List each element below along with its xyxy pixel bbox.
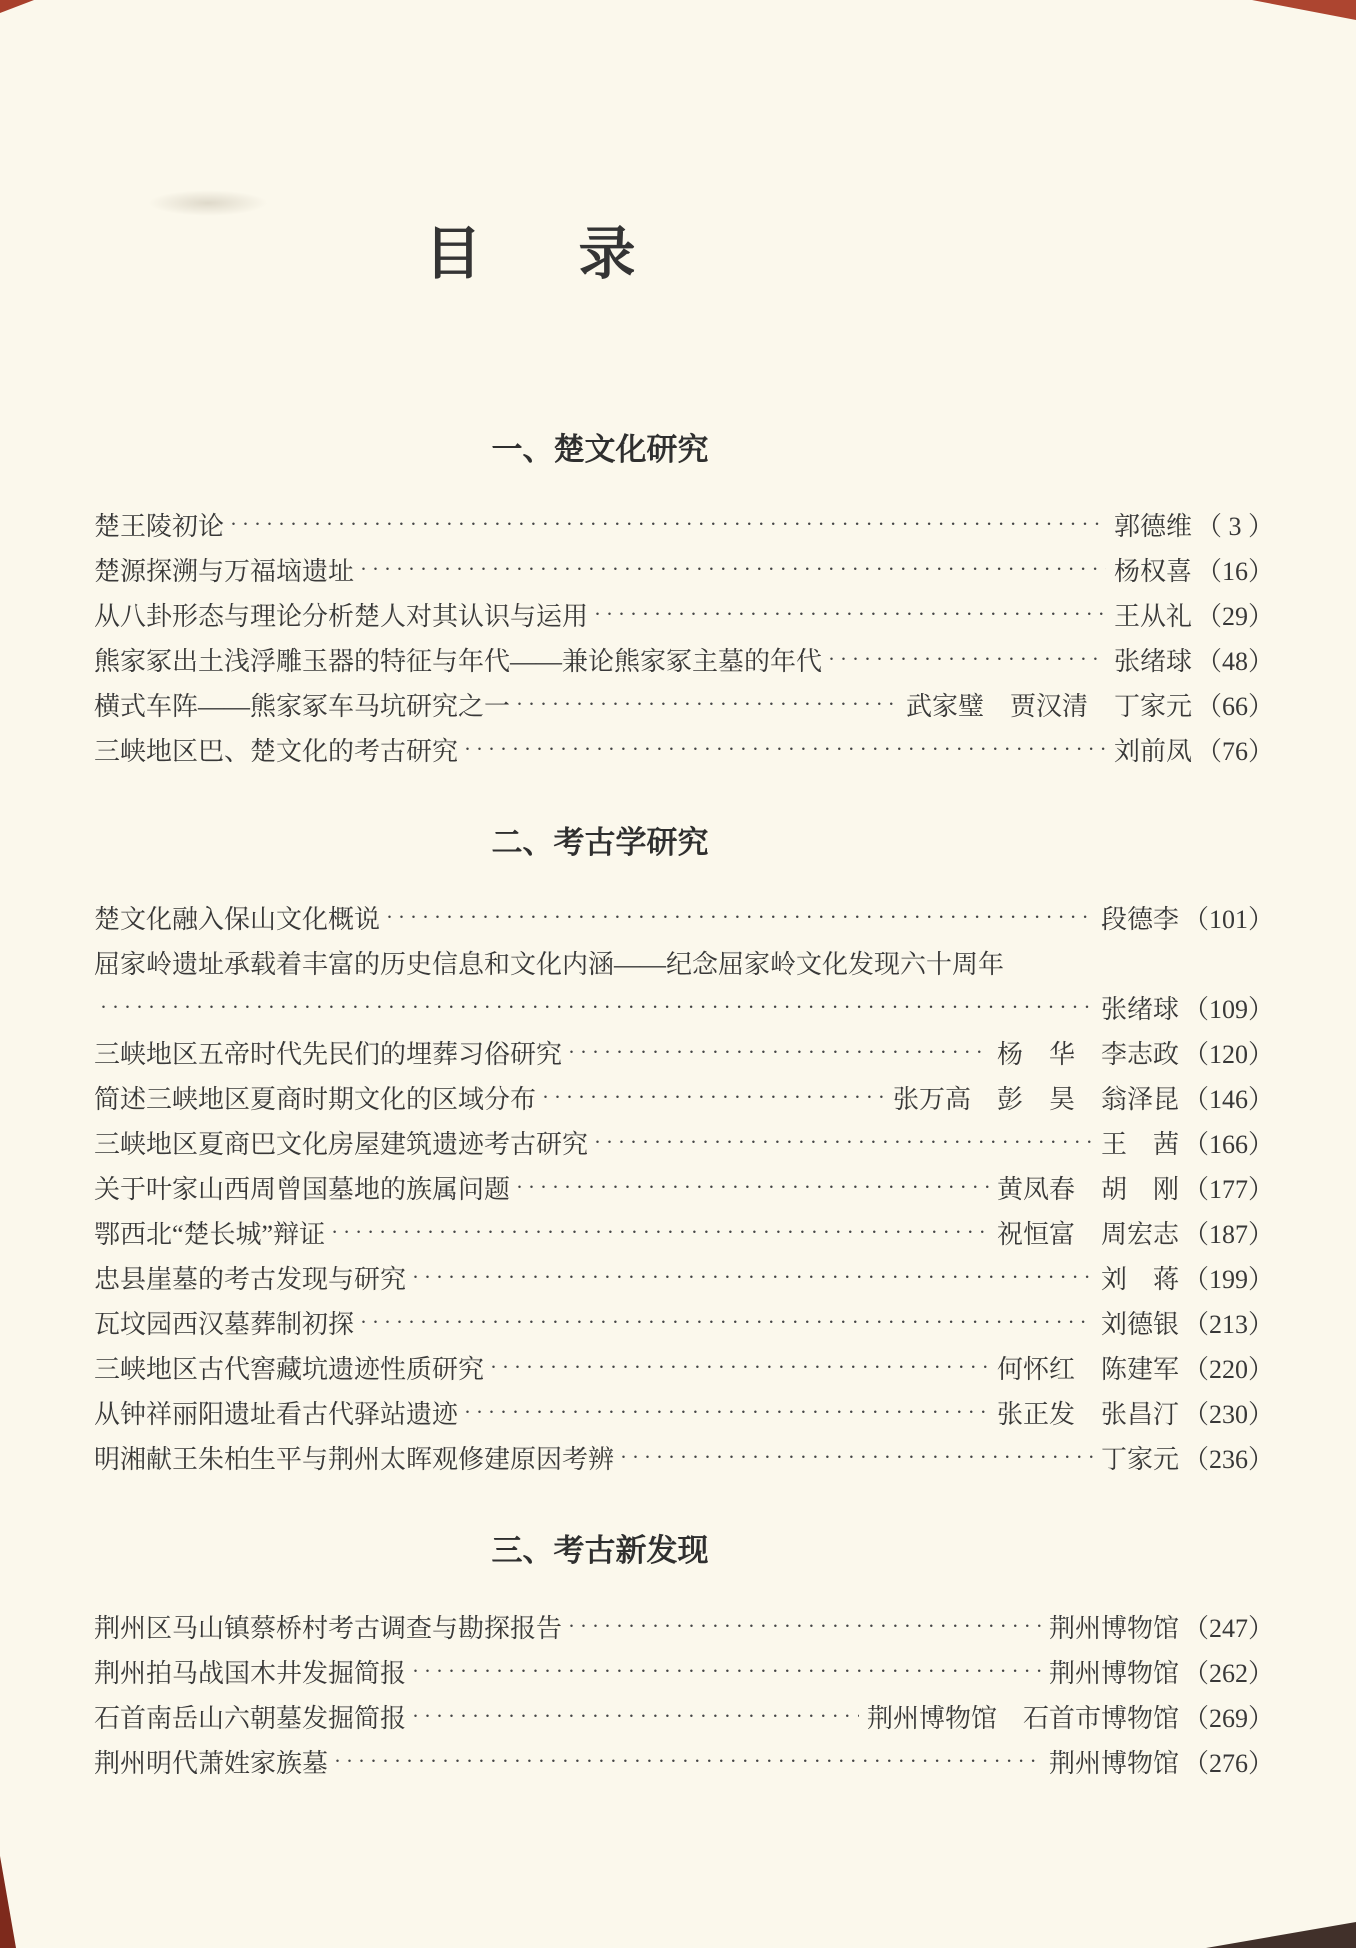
entry-title: 屈家岭遗址承载着丰富的历史信息和文化内涵——纪念屈家岭文化发现六十周年 xyxy=(94,950,1005,980)
entry-authors: 丁家元 xyxy=(1100,1445,1179,1475)
entry-page: （187） xyxy=(1182,1220,1274,1250)
entry-authors: 何怀红 陈建军 xyxy=(996,1355,1179,1385)
entry-authors: 刘前凤 xyxy=(1113,737,1192,767)
toc-entry xyxy=(94,1167,1274,1212)
entry-authors: 张绪球 xyxy=(1113,647,1192,677)
dot-leader xyxy=(516,682,898,727)
entry-page: （166） xyxy=(1182,1130,1274,1160)
toc-entry xyxy=(94,1257,1274,1302)
entry-authors: 黄凤春 胡 刚 xyxy=(996,1175,1179,1205)
entry-authors: 王 茜 xyxy=(1100,1130,1179,1160)
entry-authors: 王从礼 xyxy=(1113,602,1192,632)
entry-authors: 武家璧 贾汉清 丁家元 xyxy=(905,692,1192,722)
dot-leader xyxy=(334,1739,1041,1784)
toc-entry xyxy=(94,1392,1274,1437)
entry-authors: 荆州博物馆 xyxy=(1048,1748,1179,1778)
dot-leader xyxy=(594,592,1106,637)
entry-page: （247） xyxy=(1182,1613,1274,1643)
entry-page: （48） xyxy=(1195,647,1274,677)
entry-page: （236） xyxy=(1182,1445,1274,1475)
entry-title: 三峡地区古代窖藏坑遗迹性质研究 xyxy=(94,1355,485,1385)
entry-page: （76） xyxy=(1195,737,1274,767)
entry-title: 简述三峡地区夏商时期文化的区域分布 xyxy=(94,1085,537,1115)
section-heading: 三、考古新发现 xyxy=(491,1533,709,1569)
entry-title: 熊家冢出土浅浮雕玉器的特征与年代——兼论熊家冢主墓的年代 xyxy=(94,647,823,677)
entry-authors: 郭德维 xyxy=(1113,512,1192,542)
dot-leader xyxy=(230,502,1106,547)
entry-authors: 刘德银 xyxy=(1100,1310,1179,1340)
entry-authors: 杨权喜 xyxy=(1113,557,1192,587)
toc-entry xyxy=(94,897,1274,942)
toc-entry xyxy=(94,1212,1274,1257)
dot-leader xyxy=(360,1300,1093,1345)
entry-title: 瓦坟园西汉墓葬制初探 xyxy=(94,1310,355,1340)
entry-authors: 张万高 彭 昊 翁泽昆 xyxy=(892,1085,1179,1115)
entry-page: （230） xyxy=(1182,1400,1274,1430)
entry-page: （109） xyxy=(1182,995,1274,1025)
entry-authors: 祝恒富 周宏志 xyxy=(996,1220,1179,1250)
page-title: 目 录 xyxy=(424,223,656,286)
entry-authors: 段德李 xyxy=(1100,905,1179,935)
entry-authors: 张绪球 xyxy=(1100,995,1179,1025)
dot-leader xyxy=(542,1075,885,1120)
entry-title: 鄂西北“楚长城”辩证 xyxy=(94,1220,326,1250)
entry-authors: 张正发 张昌汀 xyxy=(996,1400,1179,1430)
entry-page: （269） xyxy=(1182,1703,1274,1733)
entry-page: （199） xyxy=(1182,1265,1274,1295)
entry-page: （146） xyxy=(1182,1085,1274,1115)
toc-entry xyxy=(94,1032,1274,1077)
toc-entry xyxy=(94,1696,1274,1741)
entry-list xyxy=(94,1606,1274,1786)
entry-page: （276） xyxy=(1182,1748,1274,1778)
entry-title: 荆州区马山镇蔡桥村考古调查与勘探报告 xyxy=(94,1613,563,1643)
entry-page: （29） xyxy=(1195,602,1274,632)
entry-title: 三峡地区夏商巴文化房屋建筑遗迹考古研究 xyxy=(94,1130,589,1160)
toc-entry xyxy=(94,1122,1274,1167)
entry-title: 关于叶家山西周曾国墓地的族属问题 xyxy=(94,1175,511,1205)
entry-title: 忠县崖墓的考古发现与研究 xyxy=(94,1265,407,1295)
toc-entry xyxy=(94,1437,1274,1482)
entry-page: （120） xyxy=(1182,1040,1274,1070)
toc-entry xyxy=(94,639,1274,684)
toc-entry xyxy=(94,1347,1274,1392)
toc-entry xyxy=(94,1741,1274,1786)
dot-leader xyxy=(412,1255,1093,1300)
dot-leader xyxy=(568,1604,1041,1649)
toc-entry xyxy=(94,1302,1274,1347)
toc-entry xyxy=(94,594,1274,639)
entry-title: 楚王陵初论 xyxy=(94,512,225,542)
toc-entry xyxy=(94,1651,1274,1696)
entry-title: 荆州明代萧姓家族墓 xyxy=(94,1748,329,1778)
entry-authors: 荆州博物馆 xyxy=(1048,1613,1179,1643)
entry-title: 楚源探溯与万福垴遗址 xyxy=(94,557,355,587)
toc-entry xyxy=(94,942,1274,987)
entry-title: 三峡地区五帝时代先民们的埋葬习俗研究 xyxy=(94,1040,563,1070)
dot-leader xyxy=(490,1345,989,1390)
entry-title: 从八卦形态与理论分析楚人对其认识与运用 xyxy=(94,602,589,632)
entry-page: （101） xyxy=(1182,905,1274,935)
entry-title: 三峡地区巴、楚文化的考古研究 xyxy=(94,737,459,767)
entry-page: （ 3 ） xyxy=(1195,512,1274,542)
dot-leader xyxy=(516,1165,989,1210)
dot-leader xyxy=(100,985,1093,1030)
entry-title: 荆州拍马战国木井发掘简报 xyxy=(94,1658,407,1688)
entry-title: 横式车阵——熊家冢车马坑研究之一 xyxy=(94,692,511,722)
entry-title: 石首南岳山六朝墓发掘简报 xyxy=(94,1703,407,1733)
section-heading: 二、考古学研究 xyxy=(491,825,709,861)
entry-list xyxy=(94,504,1274,774)
scan-smudge-artifact xyxy=(148,190,268,216)
toc-entry xyxy=(94,729,1274,774)
dot-leader xyxy=(568,1030,989,1075)
entry-page: （220） xyxy=(1182,1355,1274,1385)
entry-list xyxy=(94,897,1274,1482)
dot-leader xyxy=(464,727,1106,772)
entry-authors: 刘 蒋 xyxy=(1100,1265,1179,1295)
entry-title: 楚文化融入保山文化概说 xyxy=(94,905,381,935)
entry-page: （262） xyxy=(1182,1658,1274,1688)
entry-page: （66） xyxy=(1195,692,1274,722)
dot-leader xyxy=(360,547,1106,592)
dot-leader xyxy=(620,1435,1093,1480)
dot-leader xyxy=(464,1390,989,1435)
entry-title: 明湘献王朱柏生平与荆州太晖观修建原因考辨 xyxy=(94,1445,615,1475)
dot-leader xyxy=(412,1694,859,1739)
dot-leader xyxy=(331,1210,989,1255)
toc-entry xyxy=(94,504,1274,549)
entry-page: （16） xyxy=(1195,557,1274,587)
dot-leader xyxy=(828,637,1106,682)
toc-entry xyxy=(94,684,1274,729)
toc-entry xyxy=(94,1077,1274,1122)
toc-body xyxy=(94,431,1274,1786)
entry-authors: 杨 华 李志政 xyxy=(996,1040,1179,1070)
section-heading: 一、楚文化研究 xyxy=(491,432,709,467)
entry-page: （213） xyxy=(1182,1310,1274,1340)
dot-leader xyxy=(594,1120,1093,1165)
dot-leader xyxy=(386,895,1093,940)
toc-entry-continuation xyxy=(94,987,1274,1032)
entry-title: 从钟祥丽阳遗址看古代驿站遗迹 xyxy=(94,1400,459,1430)
entry-authors: 荆州博物馆 xyxy=(1048,1658,1179,1688)
toc-entry xyxy=(94,549,1274,594)
entry-authors: 荆州博物馆 石首市博物馆 xyxy=(866,1703,1179,1733)
toc-entry xyxy=(94,1606,1274,1651)
entry-page: （177） xyxy=(1182,1175,1274,1205)
dot-leader xyxy=(412,1649,1041,1694)
